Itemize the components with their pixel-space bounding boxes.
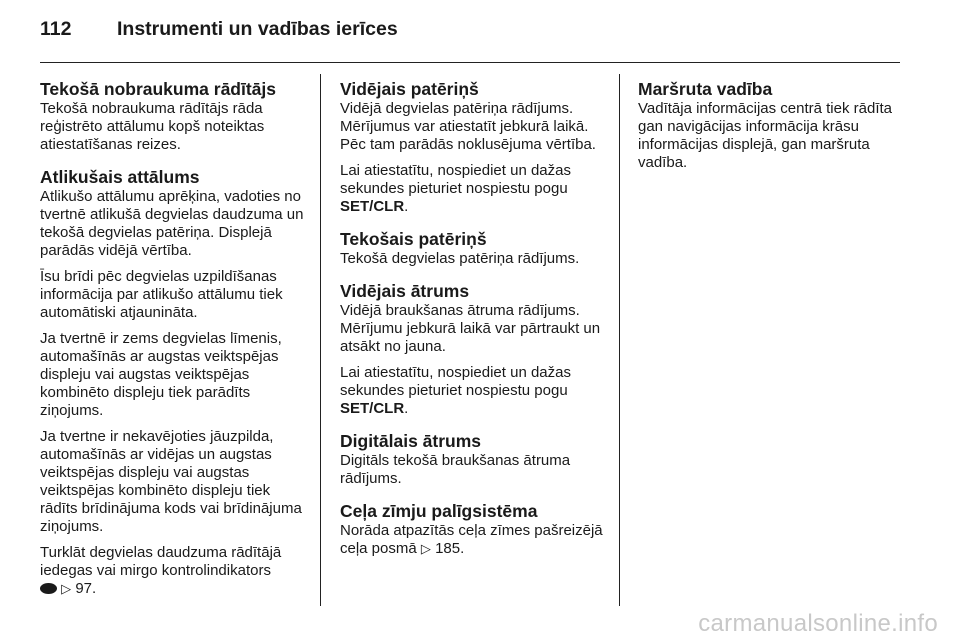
paragraph-text: Lai atiestatītu, nospiediet un dažas sekundes pieturiet nospiestu pogu [340, 364, 571, 399]
page-reference-icon: ▷ [420, 541, 431, 556]
paragraph: Lai atiestatītu, nospiediet un dažas sekundes pieturiet nospiestu pogu SET/CLR. [340, 162, 571, 215]
paragraph: Vidējā degvielas patēriņa rādījums. Mērījumus var atiestatīt jebkurā laikā. Pēc tam parādās noklusējuma vērtība. [340, 100, 596, 153]
section-title: Vidējais patēriņš [340, 79, 479, 99]
section-average-consumption [340, 79, 605, 216]
page-reference[interactable]: 97. [75, 580, 97, 597]
section-traffic-sign-assistant [340, 501, 605, 558]
page-title: Instrumenti un vadības ierīces [117, 18, 398, 40]
paragraph: Vidējā braukšanas ātruma rādījums. Mērījumu jebkurā laikā var pārtraukt un atsākt no jauna. [340, 302, 601, 355]
paragraph [340, 522, 605, 558]
column-divider-1 [320, 74, 321, 606]
button-key-label: SET/CLR [340, 400, 405, 417]
paragraph-text: Norāda atpazītās ceļa zīmes pašreizējā ceļa posmā [340, 522, 603, 557]
paragraph: Īsu brīdi pēc degvielas uzpildīšanas informācija par atlikušo attālumu tiek automātiski atjaunināta. [40, 268, 283, 321]
section-current-consumption [340, 229, 605, 268]
section-title: Maršruta vadība [638, 79, 773, 99]
fuel-indicator-icon [40, 583, 57, 594]
paragraph: Atlikušo attālumu aprēķina, vadoties no tvertnē atlikušā degvielas daudzuma un tekošā degvielas patēriņa. Displejā parādās vidējā vērtība. [40, 188, 304, 259]
column-1 [40, 79, 305, 611]
paragraph: Ja tvertne ir nekavējoties jāuzpilda, automašīnās ar vidējas un augstas veiktspējas displeju vai augstas veiktspējas kombinēto displeju tiek rādīts brīdinājuma kods vai brīdinājuma ziņojums. [40, 428, 302, 535]
paragraph: Ja tvertnē ir zems degvielas līmenis, automašīnās ar augstas veiktspējas displeju vai augstas veiktspējas kombinēto displeju tiek parādīts ziņojums. [40, 330, 282, 419]
section-range [40, 167, 305, 598]
paragraph [40, 544, 305, 598]
button-key-label: SET/CLR [340, 198, 405, 215]
paragraph: Lai atiestatītu, nospiediet un dažas sekundes pieturiet nospiestu pogu SET/CLR. [340, 364, 571, 417]
column-divider-2 [619, 74, 620, 606]
paragraph: Tekošā degvielas patēriņa rādījums. [340, 250, 580, 267]
section-title: Ceļa zīmju palīgsistēma [340, 501, 538, 521]
section-title: Tekošais patēriņš [340, 229, 487, 249]
paragraph: Vadītāja informācijas centrā tiek rādīta gan navigācijas informācija krāsu informācijas displejā, gan maršruta vadība. [638, 100, 893, 171]
column-2 [340, 79, 605, 571]
section-title: Atlikušais attālums [40, 167, 200, 187]
section-title: Digitālais ātrums [340, 431, 482, 451]
page-header [40, 18, 398, 41]
section-title: Tekošā nobraukuma rādītājs [40, 79, 277, 99]
header-rule [40, 62, 900, 63]
page-reference-icon: ▷ [61, 581, 72, 596]
section-digital-speed [340, 431, 605, 488]
section-route-guidance [638, 79, 903, 172]
watermark: carmanualsonline.info [698, 610, 938, 637]
column-3 [638, 79, 903, 185]
section-average-speed [340, 281, 605, 418]
paragraph: Digitāls tekošā braukšanas ātruma rādījums. [340, 452, 571, 487]
paragraph: Tekošā nobraukuma rādītājs rāda reģistrēto attālumu kopš noteiktas atiestatīšanas reizes. [40, 100, 265, 153]
paragraph-text: Lai atiestatītu, nospiediet un dažas sekundes pieturiet nospiestu pogu [340, 162, 571, 197]
page-number: 112 [40, 18, 72, 40]
section-title: Vidējais ātrums [340, 281, 470, 301]
paragraph-text: Turklāt degvielas daudzuma rādītājā iedegas vai mirgo kontrolindikators [40, 544, 282, 579]
page-reference[interactable]: 185. [435, 540, 465, 557]
section-trip-odometer [40, 79, 305, 154]
